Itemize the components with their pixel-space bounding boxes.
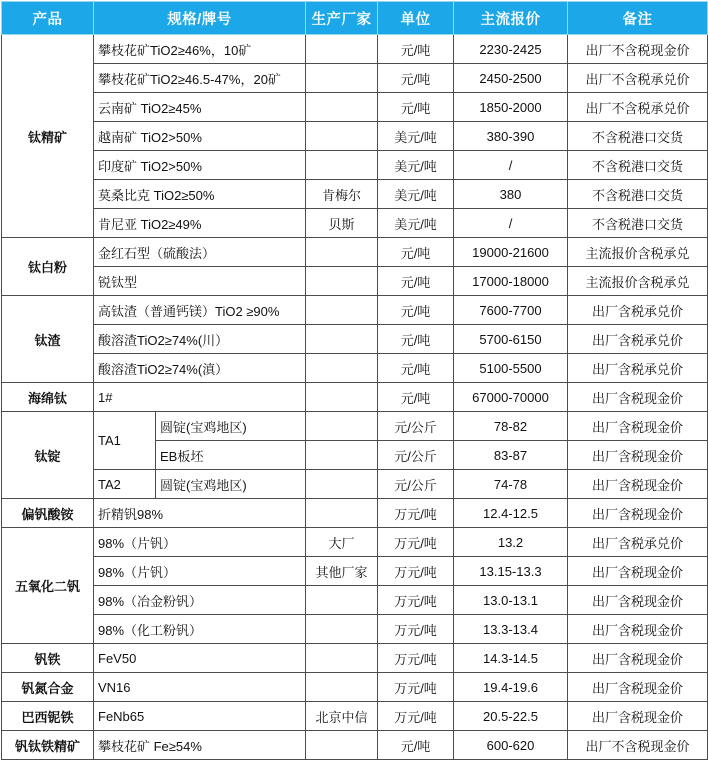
factory-cell (306, 238, 378, 267)
unit-cell: 万元/吨 (378, 499, 454, 528)
spec-cell: 折精钒98% (94, 499, 306, 528)
unit-cell: 元/吨 (378, 296, 454, 325)
column-header-product: 产品 (2, 2, 94, 35)
price-cell: 5100-5500 (454, 354, 568, 383)
factory-cell (306, 354, 378, 383)
price-cell: 13.2 (454, 528, 568, 557)
price-cell: / (454, 209, 568, 238)
price-cell: 13.3-13.4 (454, 615, 568, 644)
price-cell: 83-87 (454, 441, 568, 470)
unit-cell: 元/吨 (378, 354, 454, 383)
spec-cell: 肯尼亚 TiO2≥49% (94, 209, 306, 238)
table-row (2, 151, 708, 180)
factory-cell (306, 412, 378, 441)
price-cell: 2450-2500 (454, 64, 568, 93)
table-row (2, 238, 708, 267)
unit-cell: 万元/吨 (378, 673, 454, 702)
price-cell: 14.3-14.5 (454, 644, 568, 673)
price-table (1, 1, 708, 760)
remark-cell: 出厂含税现金价 (568, 412, 708, 441)
factory-cell (306, 35, 378, 64)
remark-cell: 出厂含税现金价 (568, 702, 708, 731)
spec-cell: VN16 (94, 673, 306, 702)
spec-cell: TA2 (94, 470, 156, 499)
spec-cell: 98%（化工粉钒） (94, 615, 306, 644)
remark-cell: 不含税港口交货 (568, 151, 708, 180)
spec-sub-cell: 圆锭(宝鸡地区) (156, 470, 306, 499)
table-row (2, 586, 708, 615)
unit-cell: 元/吨 (378, 93, 454, 122)
remark-cell: 出厂含税承兑价 (568, 528, 708, 557)
spec-cell: 高钛渣（普通钙镁）TiO2 ≥90% (94, 296, 306, 325)
spec-cell: 98%（冶金粉钒） (94, 586, 306, 615)
factory-cell: 贝斯 (306, 209, 378, 238)
factory-cell (306, 586, 378, 615)
table-row (2, 122, 708, 151)
remark-cell: 出厂不含税现金价 (568, 35, 708, 64)
price-cell: 20.5-22.5 (454, 702, 568, 731)
factory-cell (306, 296, 378, 325)
spec-cell: FeNb65 (94, 702, 306, 731)
remark-cell: 出厂不含税承兑价 (568, 93, 708, 122)
product-cell: 钛白粉 (2, 238, 94, 296)
price-cell: 1850-2000 (454, 93, 568, 122)
factory-cell (306, 615, 378, 644)
table-row (2, 731, 708, 760)
spec-cell: 金红石型（硫酸法） (94, 238, 306, 267)
factory-cell (306, 122, 378, 151)
unit-cell: 元/吨 (378, 64, 454, 93)
unit-cell: 元/吨 (378, 383, 454, 412)
spec-cell: 云南矿 TiO2≥45% (94, 93, 306, 122)
spec-cell: 酸溶渣TiO2≥74%(川） (94, 325, 306, 354)
table-row (2, 64, 708, 93)
price-cell: 380 (454, 180, 568, 209)
remark-cell: 出厂含税现金价 (568, 586, 708, 615)
table-row (2, 470, 708, 499)
remark-cell: 出厂含税现金价 (568, 673, 708, 702)
remark-cell: 出厂含税承兑价 (568, 325, 708, 354)
spec-cell: TA1 (94, 412, 156, 470)
column-header-remark: 备注 (568, 2, 708, 35)
price-cell: 67000-70000 (454, 383, 568, 412)
table-row (2, 267, 708, 296)
remark-cell: 出厂含税承兑价 (568, 296, 708, 325)
unit-cell: 美元/吨 (378, 180, 454, 209)
remark-cell: 不含税港口交货 (568, 180, 708, 209)
remark-cell: 出厂含税承兑价 (568, 354, 708, 383)
remark-cell: 主流报价含税承兑 (568, 238, 708, 267)
price-cell: 12.4-12.5 (454, 499, 568, 528)
factory-cell (306, 325, 378, 354)
spec-cell: 锐钛型 (94, 267, 306, 296)
table-row (2, 180, 708, 209)
price-cell: 13.15-13.3 (454, 557, 568, 586)
factory-cell: 其他厂家 (306, 557, 378, 586)
table-row (2, 412, 708, 441)
unit-cell: 元/公斤 (378, 470, 454, 499)
factory-cell: 肯梅尔 (306, 180, 378, 209)
table-row (2, 615, 708, 644)
product-cell: 钛精矿 (2, 35, 94, 238)
remark-cell: 出厂含税现金价 (568, 615, 708, 644)
unit-cell: 万元/吨 (378, 615, 454, 644)
remark-cell: 不含税港口交货 (568, 209, 708, 238)
product-cell: 巴西铌铁 (2, 702, 94, 731)
table-row (2, 557, 708, 586)
spec-cell: 攀枝花矿TiO2≥46%，10矿 (94, 35, 306, 64)
spec-cell: 98%（片钒） (94, 557, 306, 586)
price-cell: 74-78 (454, 470, 568, 499)
table-row (2, 325, 708, 354)
unit-cell: 美元/吨 (378, 151, 454, 180)
product-cell: 钛渣 (2, 296, 94, 383)
product-cell: 钒氮合金 (2, 673, 94, 702)
spec-cell: 攀枝花矿 Fe≥54% (94, 731, 306, 760)
column-header-unit: 单位 (378, 2, 454, 35)
price-cell: 13.0-13.1 (454, 586, 568, 615)
table-row (2, 528, 708, 557)
price-cell: 600-620 (454, 731, 568, 760)
factory-cell (306, 673, 378, 702)
spec-sub-cell: EB板坯 (156, 441, 306, 470)
price-cell: 7600-7700 (454, 296, 568, 325)
factory-cell (306, 470, 378, 499)
unit-cell: 美元/吨 (378, 209, 454, 238)
remark-cell: 出厂含税现金价 (568, 470, 708, 499)
factory-cell (306, 499, 378, 528)
table-header-row (2, 2, 708, 35)
table-body (2, 35, 708, 760)
remark-cell: 出厂含税现金价 (568, 557, 708, 586)
spec-cell: 越南矿 TiO2>50% (94, 122, 306, 151)
factory-cell (306, 644, 378, 673)
remark-cell: 主流报价含税承兑 (568, 267, 708, 296)
table-header (2, 2, 708, 35)
unit-cell: 元/吨 (378, 325, 454, 354)
price-cell: 2230-2425 (454, 35, 568, 64)
unit-cell: 万元/吨 (378, 557, 454, 586)
product-cell: 偏钒酸铵 (2, 499, 94, 528)
price-cell: 78-82 (454, 412, 568, 441)
factory-cell (306, 93, 378, 122)
price-cell: 380-390 (454, 122, 568, 151)
table-row (2, 644, 708, 673)
product-cell: 钒铁 (2, 644, 94, 673)
spec-cell: 1# (94, 383, 306, 412)
remark-cell: 出厂含税现金价 (568, 441, 708, 470)
spec-cell: 攀枝花矿TiO2≥46.5-47%，20矿 (94, 64, 306, 93)
unit-cell: 美元/吨 (378, 122, 454, 151)
factory-cell: 北京中信 (306, 702, 378, 731)
table-row (2, 93, 708, 122)
spec-cell: 印度矿 TiO2>50% (94, 151, 306, 180)
remark-cell: 出厂含税现金价 (568, 644, 708, 673)
spec-cell: 酸溶渣TiO2≥74%(滇） (94, 354, 306, 383)
price-cell: 17000-18000 (454, 267, 568, 296)
column-header-spec: 规格/牌号 (94, 2, 306, 35)
factory-cell (306, 441, 378, 470)
price-cell: 5700-6150 (454, 325, 568, 354)
factory-cell (306, 64, 378, 93)
spec-cell: 98%（片钒） (94, 528, 306, 557)
unit-cell: 元/吨 (378, 267, 454, 296)
table-row (2, 209, 708, 238)
unit-cell: 元/吨 (378, 731, 454, 760)
column-header-factory: 生产厂家 (306, 2, 378, 35)
unit-cell: 元/公斤 (378, 441, 454, 470)
remark-cell: 出厂不含税现金价 (568, 731, 708, 760)
spec-cell: 莫桑比克 TiO2≥50% (94, 180, 306, 209)
price-cell: 19000-21600 (454, 238, 568, 267)
unit-cell: 元/吨 (378, 238, 454, 267)
table-row (2, 296, 708, 325)
table-row (2, 499, 708, 528)
unit-cell: 万元/吨 (378, 586, 454, 615)
spec-cell: FeV50 (94, 644, 306, 673)
table-row (2, 383, 708, 412)
product-cell: 五氧化二钒 (2, 528, 94, 644)
factory-cell (306, 731, 378, 760)
product-cell: 海绵钛 (2, 383, 94, 412)
column-header-price: 主流报价 (454, 2, 568, 35)
table-row (2, 354, 708, 383)
remark-cell: 出厂不含税承兑价 (568, 64, 708, 93)
table-row (2, 702, 708, 731)
product-cell: 钛锭 (2, 412, 94, 499)
unit-cell: 元/吨 (378, 35, 454, 64)
spec-sub-cell: 圆锭(宝鸡地区) (156, 412, 306, 441)
remark-cell: 出厂含税现金价 (568, 499, 708, 528)
factory-cell (306, 383, 378, 412)
product-cell: 钒钛铁精矿 (2, 731, 94, 760)
unit-cell: 万元/吨 (378, 528, 454, 557)
table-row (2, 673, 708, 702)
remark-cell: 出厂含税现金价 (568, 383, 708, 412)
table-row (2, 35, 708, 64)
factory-cell (306, 151, 378, 180)
unit-cell: 元/公斤 (378, 412, 454, 441)
factory-cell: 大厂 (306, 528, 378, 557)
factory-cell (306, 267, 378, 296)
price-cell: 19.4-19.6 (454, 673, 568, 702)
unit-cell: 万元/吨 (378, 644, 454, 673)
remark-cell: 不含税港口交货 (568, 122, 708, 151)
price-cell: / (454, 151, 568, 180)
unit-cell: 万元/吨 (378, 702, 454, 731)
